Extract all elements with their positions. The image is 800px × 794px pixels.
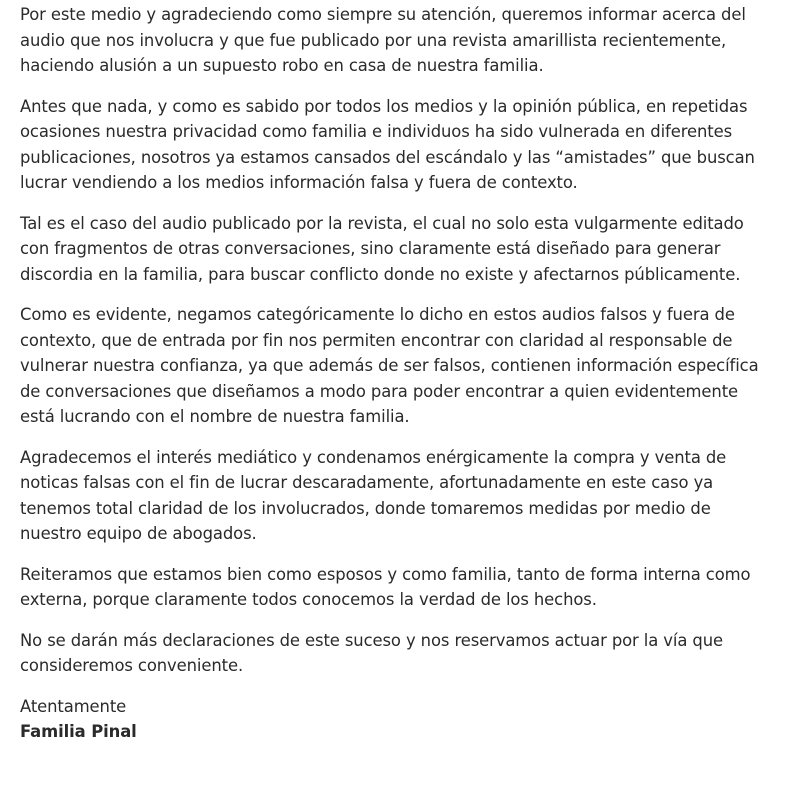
text-line: Agradecemos el interés mediático y condenamos enérgicamente la compra y venta de [20, 447, 727, 467]
text-line: lucrar vendiendo a los medios información falsa y fuera de contexto. [20, 173, 578, 192]
text-line: está lucrando con el nombre de nuestra familia. [20, 407, 410, 426]
text-line: vulnerar nuestra confianza, ya que además de ser falsos, contienen información específica [20, 356, 759, 375]
text-line: tenemos total claridad de los involucrados, donde tomaremos medidas por medio de [20, 498, 711, 518]
text-line: Tal es el caso del audio publicado por la revista, el cual no solo esta vulgarmente editado [20, 213, 744, 233]
statement-document [20, 0, 795, 760]
paragraph-3 [20, 211, 795, 288]
paragraph-1 [20, 2, 795, 79]
text-line: discordia en la familia, para buscar conflicto donde no existe y afectarnos públicamente. [20, 264, 741, 284]
text-line: publicaciones, nosotros ya estamos cansados del escándalo y las “amistades” que buscan [20, 147, 755, 167]
text-line: haciendo alusión a un supuesto robo en casa de nuestra familia. [20, 56, 544, 75]
paragraph-6 [20, 562, 795, 613]
text-line: Por este medio y agradeciendo como siempre su atención, queremos informar acerca del [20, 5, 746, 24]
text-line: nuestro equipo de abogados. [20, 524, 257, 543]
text-line: consideremos conveniente. [20, 656, 244, 675]
text-line: No se darán más declaraciones de este suceso y nos reservamos actuar por la vía que [20, 630, 723, 650]
text-line: noticas falsas con el fin de lucrar descaradamente, afortunadamente en este caso ya [20, 473, 714, 492]
paragraph-7 [20, 628, 795, 679]
closing-block [20, 694, 795, 745]
paragraph-5 [20, 445, 795, 547]
text-line: Antes que nada, y como es sabido por todos los medios y la opinión pública, en repetidas [20, 96, 748, 116]
text-line: Reiteramos que estamos bien como esposos y como familia, tanto de forma interna como [20, 564, 751, 584]
paragraph-4 [20, 302, 795, 430]
paragraph-2 [20, 94, 795, 196]
text-line: con fragmentos de otras conversaciones, sino claramente está diseñado para generar [20, 239, 721, 258]
signature: Familia Pinal [20, 722, 137, 741]
text-line: Como es evidente, negamos categóricamente lo dicho en estos audios falsos y fuera de [20, 305, 735, 324]
text-line: ocasiones nuestra privacidad como familia e individuos ha sido vulnerada en diferentes [20, 122, 733, 141]
text-line: contexto, que de entrada por fin nos permiten encontrar con claridad al responsable de [20, 330, 733, 350]
closing-text: Atentamente [20, 696, 127, 716]
text-line: externa, porque claramente todos conocemos la verdad de los hechos. [20, 590, 597, 609]
text-line: audio que nos involucra y que fue publicado por una revista amarillista recientemente, [20, 30, 727, 50]
text-line: de conversaciones que diseñamos a modo para poder encontrar a quien evidentemente [20, 381, 739, 401]
